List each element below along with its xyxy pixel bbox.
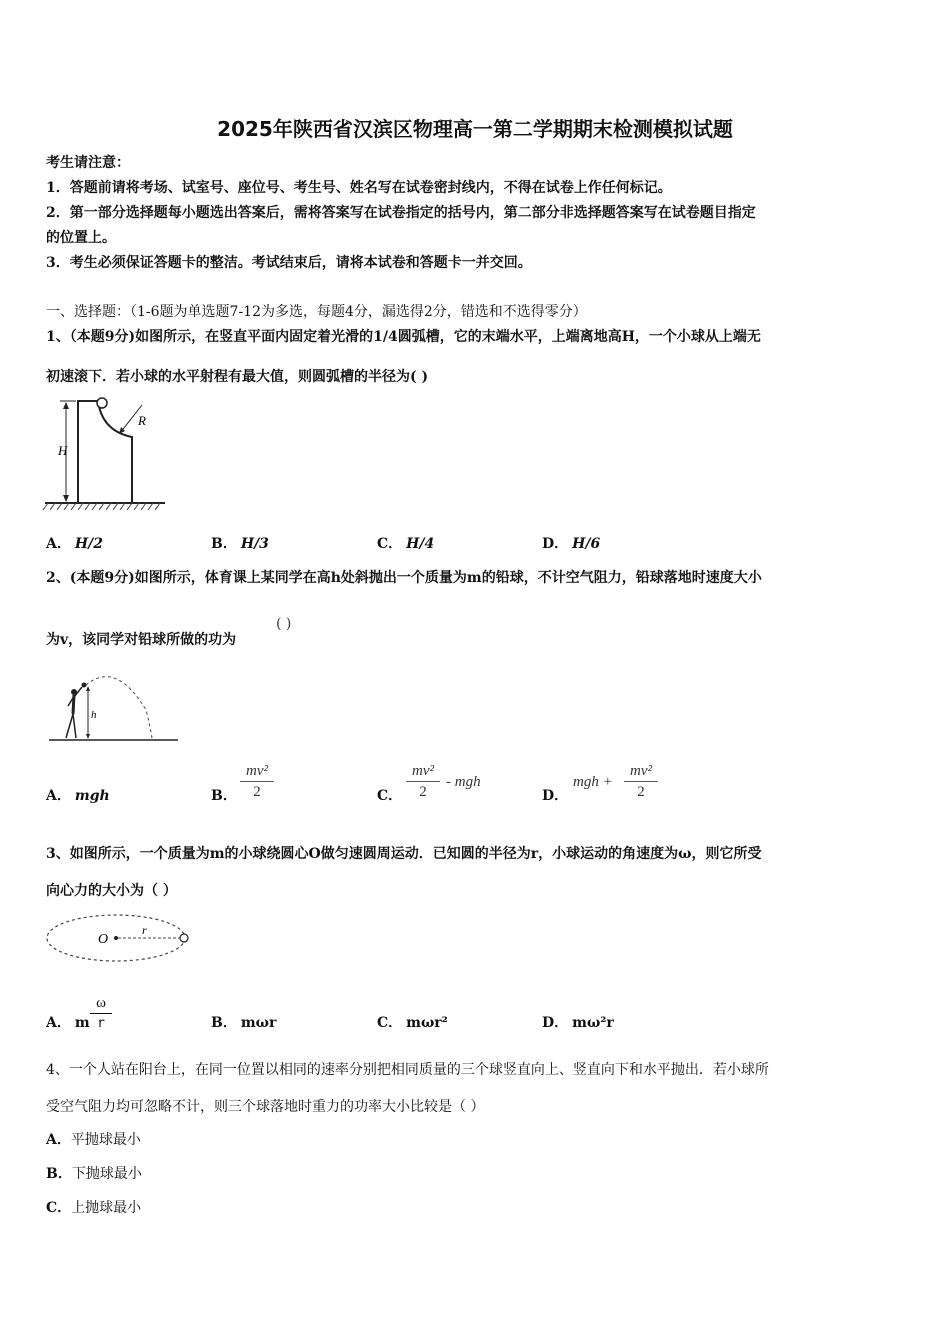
q2-text-line2: 为v，该同学对铅球所做的功为 [46,632,237,648]
notice-heading: 考生请注意： [46,155,130,171]
q3-option-d: D． mω²r [542,1015,614,1031]
q1-option-a: A． H/2 [46,536,103,552]
q2-option-c-num: mv² [412,763,434,779]
q3-fig-r-label: r [142,923,147,937]
q3-fig-O-label: O [98,932,109,947]
q4-text-line1: 4、一个人站在阳台上，在同一位置以相同的速率分别把相同质量的三个球竖直向上、竖直向下和水平抛出．若小球所 [46,1062,769,1078]
q2-option-c-fraction [406,762,440,801]
q2-option-c-den: 2 [419,784,427,800]
q3-figure [44,912,194,964]
notice-item-3: 3．考生必须保证答题卡的整洁。考试结束后，请将本试卷和答题卡一并交回。 [46,255,532,271]
q3-option-a-fraction [90,994,112,1033]
q4-text-line2: 受空气阻力均可忽略不计，则三个球落地时重力的功率大小比较是（ ） [46,1099,485,1115]
q2-option-d-den: 2 [637,784,645,800]
q2-fig-h-label: h [91,709,97,721]
q3-text-line1: 3、如图所示，一个质量为m的小球绕圆心O做匀速圆周运动．已知圆的半径为r，小球运动的角速度为ω，则它所受 [46,846,762,862]
notice-item-2: 2．第一部分选择题每小题选出答案后，需将答案写在试卷指定的括号内，第二部分非选择题答案写在试卷题目指定 [46,205,756,221]
q2-option-b-num: mv² [246,763,268,779]
q2-option-b-fraction [240,762,274,801]
q2-option-c-suffix: - mgh [446,774,481,790]
notice-item-2-cont: 的位置上。 [46,230,116,246]
section-heading: 一、选择题：（1-6题为单选题7-12为多选，每题4分，漏选得2分，错选和不选得零分） [46,304,587,320]
q2-text-line1: 2、(本题9分)如图所示，体育课上某同学在高h处斜抛出一个质量为m的铅球，不计空气阻力，铅球落地时速度大小 [46,570,762,586]
q1-fig-H-label: H [58,443,68,458]
q1-option-d: D． H/6 [542,536,601,552]
q2-option-d-num: mv² [630,763,652,779]
q2-option-b-letter: B． [211,788,237,804]
q3-text-line2: 向心力的大小为（ ） [46,883,177,899]
q2-option-d-letter: D． [542,788,569,804]
page-title: 2025年陕西省汉滨区物理高一第二学期期末检测模拟试题 [217,117,733,141]
q2-option-d-prefix: mgh + [573,774,613,790]
q2-answer-paren: ( ) [276,616,292,632]
notice-item-1: 1．答题前请将考场、试室号、座位号、考生号、姓名写在试卷密封线内，不得在试卷上作任何标记。 [46,180,672,196]
q2-option-d-fraction [624,762,658,801]
q3-option-c: C． mωr² [377,1015,448,1031]
q1-option-b: B． H/3 [211,536,269,552]
q3-option-a-den: r [97,1016,105,1031]
q4-option-a: A．平抛球最小 [46,1132,141,1148]
q4-option-c: C．上抛球最小 [46,1200,142,1216]
q2-option-c-letter: C． [377,788,403,804]
q1-figure [40,393,170,513]
q2-option-a: A． mgh [46,788,110,804]
q3-option-a: A． m [46,1015,90,1031]
q4-option-b: B．下抛球最小 [46,1166,142,1182]
q1-option-c: C． H/4 [377,536,435,552]
q1-text-line1: 1、（本题9分)如图所示，在竖直平面内固定着光滑的1/4圆弧槽，它的末端水平，上端离地高H，一个小球从上端无 [46,329,761,345]
q2-figure [46,670,181,745]
q1-fig-R-label: R [138,413,146,428]
q2-option-b-den: 2 [253,784,261,800]
q3-option-b: B． mωr [211,1015,277,1031]
q1-text-line2: 初速滚下．若小球的水平射程有最大值，则圆弧槽的半径为( ) [46,369,429,385]
q3-option-a-num: ω [96,995,106,1011]
